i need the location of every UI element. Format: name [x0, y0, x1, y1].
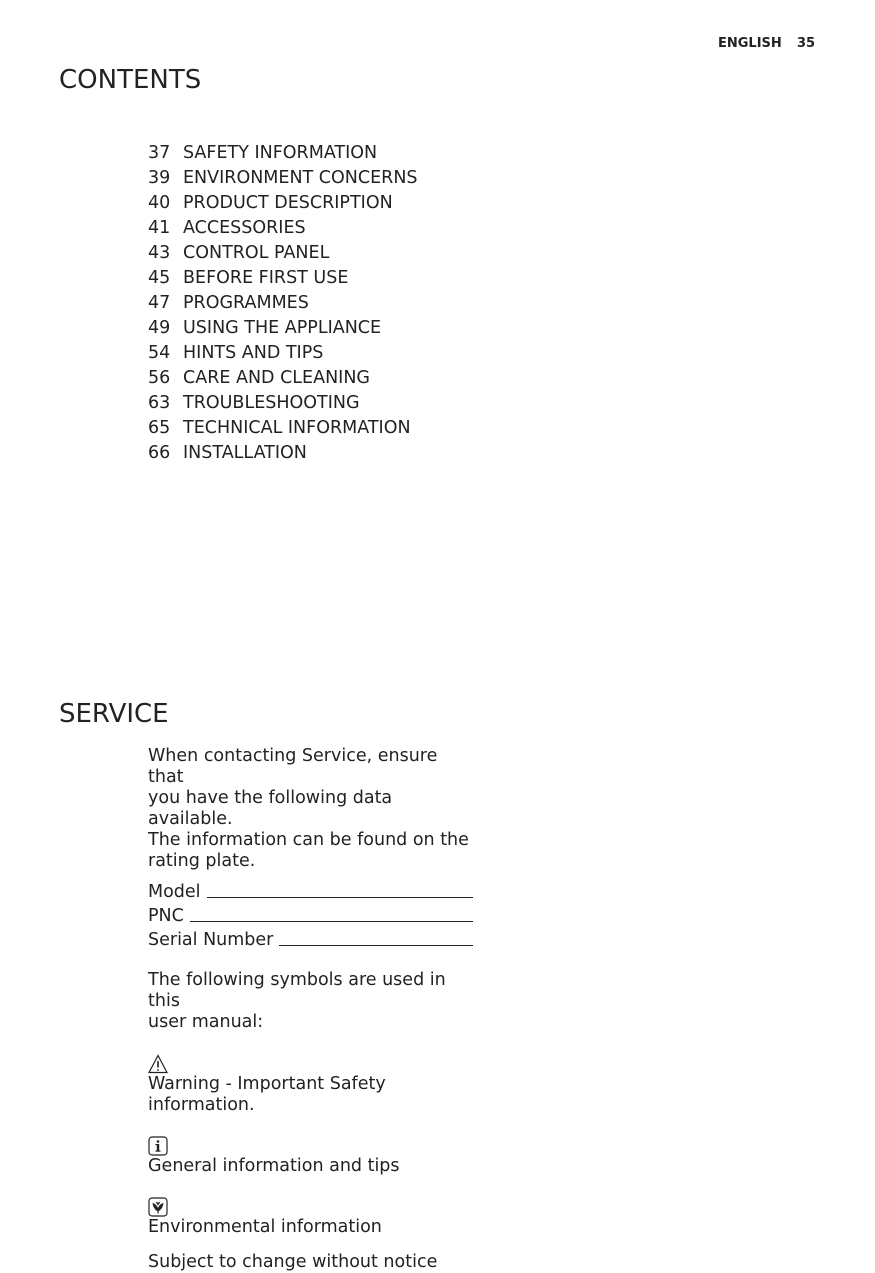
contents-title: CONTENTS — [59, 65, 202, 95]
service-intro-line: you have the following data available. — [148, 788, 393, 829]
toc-label: CARE AND CLEANING — [183, 368, 370, 388]
toc-item-accessories[interactable] — [148, 217, 418, 242]
page-number: 35 — [797, 36, 816, 51]
toc-page: 49 — [148, 318, 171, 338]
toc-page: 45 — [148, 268, 171, 288]
info-icon — [148, 1136, 168, 1156]
toc-label: HINTS AND TIPS — [183, 343, 324, 363]
model-line[interactable] — [207, 897, 473, 898]
toc-label: CONTROL PANEL — [183, 243, 330, 263]
toc-label: PROGRAMMES — [183, 293, 309, 313]
toc-item-control-panel[interactable] — [148, 242, 418, 267]
symbol-environment-text: Environmental information — [148, 1217, 382, 1237]
serial-number-line[interactable] — [279, 945, 473, 946]
warning-triangle-icon — [148, 1054, 168, 1074]
toc-item-using-appliance[interactable] — [148, 317, 418, 342]
toc-label: TECHNICAL INFORMATION — [183, 418, 411, 438]
toc-item-programmes[interactable] — [148, 292, 418, 317]
toc-item-safety[interactable] — [148, 142, 418, 167]
pnc-line[interactable] — [190, 921, 473, 922]
symbols-intro-line: The following symbols are used in this — [148, 970, 446, 1011]
service-title: SERVICE — [59, 699, 169, 729]
toc-page: 41 — [148, 218, 171, 238]
service-intro-line: When contacting Service, ensure that — [148, 746, 438, 787]
toc-page: 66 — [148, 443, 171, 463]
toc-label: PRODUCT DESCRIPTION — [183, 193, 393, 213]
toc-page: 63 — [148, 393, 171, 413]
pnc-label: PNC — [148, 906, 184, 926]
rating-plate-fields — [148, 878, 473, 950]
service-section — [148, 746, 478, 1273]
toc-item-installation[interactable] — [148, 442, 418, 467]
toc-page: 65 — [148, 418, 171, 438]
service-intro-line: rating plate. — [148, 851, 256, 871]
toc-label: ENVIRONMENT CONCERNS — [183, 168, 418, 188]
pnc-field[interactable] — [148, 902, 473, 926]
header-language: ENGLISH — [718, 36, 782, 51]
toc-page: 54 — [148, 343, 171, 363]
toc-page: 40 — [148, 193, 171, 213]
model-field[interactable] — [148, 878, 473, 902]
toc-label: SAFETY INFORMATION — [183, 143, 378, 163]
symbols-intro-line: user manual: — [148, 1012, 264, 1032]
footer-note: Subject to change without notice — [148, 1252, 438, 1272]
table-of-contents — [148, 142, 418, 467]
toc-item-hints-tips[interactable] — [148, 342, 418, 367]
symbol-environment — [148, 1196, 478, 1238]
toc-item-troubleshooting[interactable] — [148, 392, 418, 417]
toc-page: 43 — [148, 243, 171, 263]
toc-page: 47 — [148, 293, 171, 313]
service-intro — [148, 746, 478, 872]
toc-page: 37 — [148, 143, 171, 163]
toc-item-product-description[interactable] — [148, 192, 418, 217]
serial-number-field[interactable] — [148, 926, 473, 950]
symbol-warning-text: Warning - Important Safety information. — [148, 1074, 386, 1115]
toc-label: USING THE APPLIANCE — [183, 318, 382, 338]
toc-label: BEFORE FIRST USE — [183, 268, 349, 288]
environment-leaf-icon — [148, 1197, 168, 1217]
serial-number-label: Serial Number — [148, 930, 274, 950]
symbol-info — [148, 1135, 478, 1177]
toc-item-before-first-use[interactable] — [148, 267, 418, 292]
symbols-intro — [148, 970, 478, 1033]
toc-item-care-cleaning[interactable] — [148, 367, 418, 392]
symbol-warning — [148, 1053, 478, 1116]
toc-label: TROUBLESHOOTING — [183, 393, 360, 413]
toc-page: 56 — [148, 368, 171, 388]
toc-label: ACCESSORIES — [183, 218, 306, 238]
toc-page: 39 — [148, 168, 171, 188]
toc-label: INSTALLATION — [183, 443, 307, 463]
toc-item-environment[interactable] — [148, 167, 418, 192]
model-label: Model — [148, 882, 201, 902]
service-intro-line: The information can be found on the — [148, 830, 469, 850]
toc-item-technical-information[interactable] — [148, 417, 418, 442]
symbol-info-text: General information and tips — [148, 1156, 400, 1176]
